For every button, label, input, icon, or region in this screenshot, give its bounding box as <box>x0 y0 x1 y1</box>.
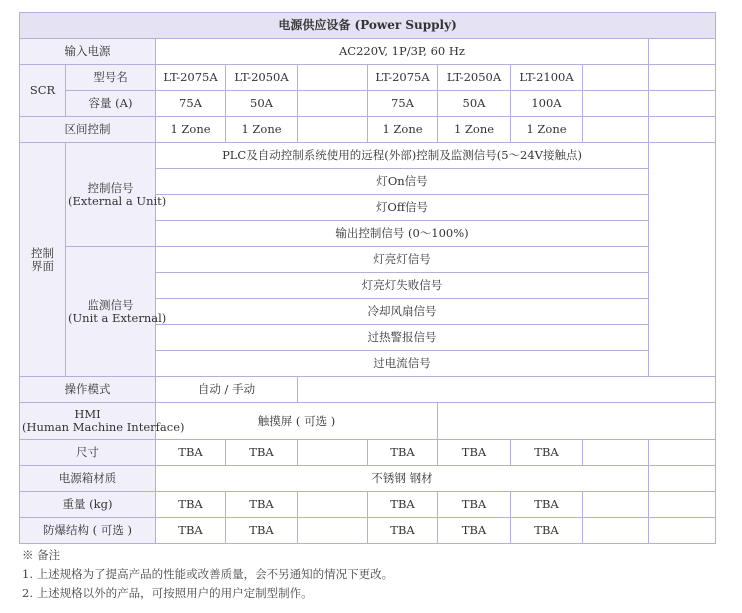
zone-cell: 1 Zone <box>156 117 226 143</box>
operation-mode-empty <box>298 377 716 403</box>
weight-cell-empty <box>649 492 716 518</box>
size-cell-empty <box>649 440 716 466</box>
scr-model-row <box>20 65 716 91</box>
monitor-signal-row <box>20 247 716 273</box>
zone-cell-empty <box>649 117 716 143</box>
size-cell: TBA <box>511 440 583 466</box>
model-cell: LT-2075A <box>156 65 226 91</box>
zone-cell <box>298 117 368 143</box>
control-signal-label-line2: (External a Unit) <box>68 193 167 208</box>
zone-cell: 1 Zone <box>511 117 583 143</box>
power-supply-spec-table <box>19 12 716 544</box>
size-cell: TBA <box>226 440 298 466</box>
explosion-proof-cell: TBA <box>438 518 511 544</box>
hmi-label-line2: (Human Machine Interface) <box>22 420 185 434</box>
material-label: 电源箱材质 <box>20 466 156 492</box>
explosion-proof-cell: TBA <box>226 518 298 544</box>
monitor-signal-item: 过电流信号 <box>156 351 649 377</box>
zone-control-row <box>20 117 716 143</box>
capacity-cell: 50A <box>438 91 511 117</box>
monitor-signal-label <box>66 247 167 377</box>
control-signal-item: 灯On信号 <box>156 169 649 195</box>
weight-cell: TBA <box>156 492 226 518</box>
weight-cell: TBA <box>438 492 511 518</box>
explosion-proof-row <box>20 518 716 544</box>
capacity-cell <box>298 91 368 117</box>
control-signal-label <box>66 143 167 247</box>
material-value: 不锈钢 钢材 <box>156 466 649 492</box>
capacity-cell: 100A <box>511 91 583 117</box>
control-signal-item: 输出控制信号 (0～100%) <box>156 221 649 247</box>
monitor-signal-label-line2: (Unit a External) <box>68 310 167 325</box>
size-cell: TBA <box>438 440 511 466</box>
weight-label: 重量 (kg) <box>20 492 156 518</box>
model-cell <box>583 65 649 91</box>
zone-cell: 1 Zone <box>226 117 298 143</box>
hmi-label-line1: HMI <box>74 407 101 421</box>
zone-cell <box>583 117 649 143</box>
size-cell: TBA <box>368 440 438 466</box>
weight-cell: TBA <box>368 492 438 518</box>
explosion-proof-cell <box>583 518 649 544</box>
explosion-proof-cell <box>298 518 368 544</box>
material-row <box>20 466 716 492</box>
note-item: 2. 上述规格以外的产品，可按照用户的用户定制型制作。 <box>22 586 313 600</box>
explosion-proof-label: 防爆结构 ( 可选 ) <box>20 518 156 544</box>
weight-cell: TBA <box>511 492 583 518</box>
notes-section <box>22 546 393 603</box>
capacity-cell: 75A <box>368 91 438 117</box>
size-row <box>20 440 716 466</box>
input-power-value: AC220V, 1P/3P, 60 Hz <box>156 39 649 65</box>
control-signal-item: 灯Off信号 <box>156 195 649 221</box>
model-label: 型号名 <box>66 65 156 91</box>
control-interface-label <box>20 143 66 377</box>
model-cell: LT-2100A <box>511 65 583 91</box>
spec-table-wrapper <box>19 12 715 544</box>
note-item: 1. 上述规格为了提高产品的性能或改善质量，会不另通知的情况下更改。 <box>22 567 394 581</box>
capacity-cell <box>583 91 649 117</box>
weight-row <box>20 492 716 518</box>
hmi-row <box>20 403 716 440</box>
control-interface-label-line2: 界面 <box>31 258 54 273</box>
control-signal-item: PLC及自动控制系统使用的远程(外部)控制及监测信号(5～24V接触点) <box>156 143 649 169</box>
input-power-empty <box>649 39 716 65</box>
weight-cell <box>583 492 649 518</box>
size-cell: TBA <box>156 440 226 466</box>
model-cell-empty <box>649 65 716 91</box>
monitor-signal-item: 灯亮灯失败信号 <box>156 273 649 299</box>
monitor-signal-item: 过热警报信号 <box>156 325 649 351</box>
scr-capacity-row <box>20 91 716 117</box>
scr-label: SCR <box>20 65 66 117</box>
operation-mode-label: 操作模式 <box>20 377 156 403</box>
capacity-label: 容量 (A) <box>66 91 156 117</box>
operation-mode-value: 自动 / 手动 <box>156 377 298 403</box>
monitor-signal-item: 灯亮灯信号 <box>156 247 649 273</box>
explosion-proof-cell: TBA <box>368 518 438 544</box>
notes-heading: ※ 备注 <box>22 548 61 562</box>
size-label: 尺寸 <box>20 440 156 466</box>
weight-cell <box>298 492 368 518</box>
zone-control-label: 区间控制 <box>20 117 156 143</box>
capacity-cell-empty <box>649 91 716 117</box>
hmi-value: 触摸屏 ( 可选 ) <box>156 403 438 440</box>
explosion-proof-cell: TBA <box>156 518 226 544</box>
control-signal-row <box>20 143 716 169</box>
material-empty <box>649 466 716 492</box>
input-power-label: 输入电源 <box>20 39 156 65</box>
monitor-signal-item: 冷却风扇信号 <box>156 299 649 325</box>
size-cell <box>583 440 649 466</box>
title-row <box>20 13 716 39</box>
model-cell <box>298 65 368 91</box>
capacity-cell: 50A <box>226 91 298 117</box>
operation-mode-row <box>20 377 716 403</box>
capacity-cell: 75A <box>156 91 226 117</box>
size-cell <box>298 440 368 466</box>
model-cell: LT-2050A <box>226 65 298 91</box>
hmi-empty <box>438 403 716 440</box>
monitor-signal-label-line1: 监测信号 <box>87 297 134 312</box>
control-interface-label-line1: 控制 <box>31 245 54 260</box>
model-cell: LT-2075A <box>368 65 438 91</box>
explosion-proof-cell: TBA <box>511 518 583 544</box>
model-cell: LT-2050A <box>438 65 511 91</box>
zone-cell: 1 Zone <box>368 117 438 143</box>
weight-cell: TBA <box>226 492 298 518</box>
explosion-proof-cell-empty <box>649 518 716 544</box>
control-interface-empty <box>649 143 716 377</box>
control-signal-label-line1: 控制信号 <box>87 180 134 195</box>
input-power-row <box>20 39 716 65</box>
zone-cell: 1 Zone <box>438 117 511 143</box>
table-title: 电源供应设备 (Power Supply) <box>20 13 716 39</box>
hmi-label <box>20 403 185 440</box>
